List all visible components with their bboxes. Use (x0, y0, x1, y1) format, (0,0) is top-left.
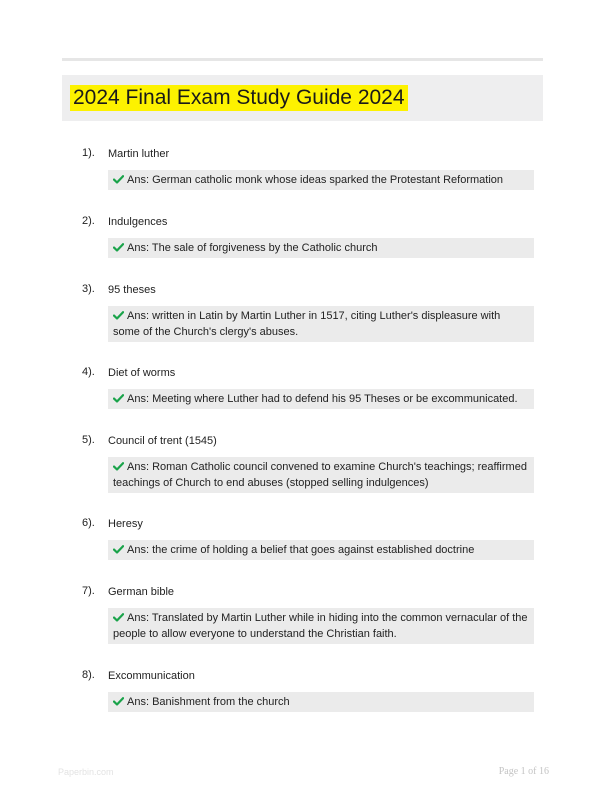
checkmark-icon (113, 311, 124, 320)
question-number: 4). (82, 366, 95, 378)
checkmark-icon (113, 243, 124, 252)
answer-box (108, 540, 534, 560)
answer-box (108, 608, 534, 644)
checkmark-icon (113, 697, 124, 706)
title-banner (62, 75, 543, 121)
question-term: Heresy (108, 518, 143, 530)
checkmark-icon (113, 175, 124, 184)
top-divider (62, 58, 543, 61)
answer-text: Ans: Banishment from the church (127, 696, 290, 708)
answer-box (108, 692, 534, 712)
question-number: 6). (82, 517, 95, 529)
question-number: 3). (82, 283, 95, 295)
question-term: Indulgences (108, 216, 168, 228)
checkmark-icon (113, 462, 124, 471)
question-term: Excommunication (108, 670, 195, 682)
question-number: 7). (82, 585, 95, 597)
question-term: Diet of worms (108, 367, 176, 379)
answer-text: Ans: written in Latin by Martin Luther in 1517, citing Luther's displeasure with some of the Church's clergy's abuses. (113, 310, 501, 338)
answer-text: Ans: The sale of forgiveness by the Catholic church (127, 242, 378, 254)
question-term: German bible (108, 586, 175, 598)
question-number: 1). (82, 147, 95, 159)
answer-text: Ans: the crime of holding a belief that goes against established doctrine (127, 544, 475, 556)
answer-box (108, 238, 534, 258)
question-number: 5). (82, 434, 95, 446)
footer-watermark: Paperbin.com (58, 767, 114, 777)
answer-text: Ans: Roman Catholic council convened to examine Church's teachings; reaffirmed teachings of Church to end abuses (stopped selling indulgences) (113, 461, 527, 489)
checkmark-icon (113, 394, 124, 403)
checkmark-icon (113, 613, 124, 622)
answer-box (108, 389, 534, 409)
checkmark-icon (113, 545, 124, 554)
page-number: Page 1 of 16 (498, 766, 549, 777)
answer-box (108, 457, 534, 493)
answer-box (108, 170, 534, 190)
answer-box (108, 306, 534, 342)
answer-text: Ans: Meeting where Luther had to defend his 95 Theses or be excommunicated. (127, 393, 518, 405)
page-title: 2024 Final Exam Study Guide 2024 (70, 85, 408, 111)
question-term: 95 theses (108, 284, 156, 296)
question-term: Martin luther (108, 148, 170, 160)
answer-text: Ans: Translated by Martin Luther while in hiding into the common vernacular of the people to allow everyone to understand the Christian faith. (113, 612, 528, 640)
question-number: 8). (82, 669, 95, 681)
answer-text: Ans: German catholic monk whose ideas sparked the Protestant Reformation (127, 174, 504, 186)
question-term: Council of trent (1545) (108, 435, 217, 447)
question-number: 2). (82, 215, 95, 227)
